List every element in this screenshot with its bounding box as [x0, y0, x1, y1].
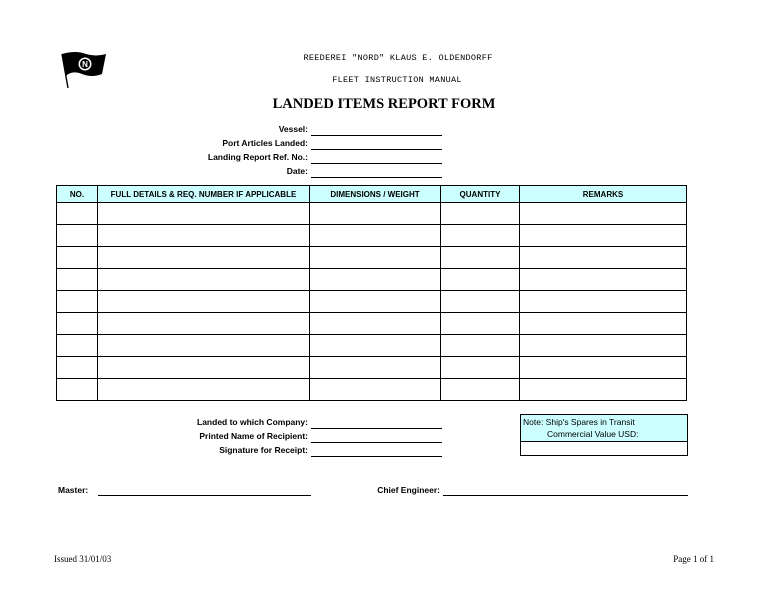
- commercial-value-field[interactable]: [520, 442, 688, 456]
- cell-quantity[interactable]: [441, 247, 520, 269]
- col-remarks: REMARKS: [520, 186, 687, 203]
- signature-label: Signature for Receipt:: [219, 445, 308, 455]
- landed-company-label: Landed to which Company:: [197, 417, 308, 427]
- date-label: Date:: [286, 166, 308, 176]
- cell-remarks[interactable]: [520, 379, 687, 401]
- table-row: [57, 203, 687, 225]
- table-row: [57, 269, 687, 291]
- cell-no[interactable]: [57, 247, 98, 269]
- landed-company-field[interactable]: [311, 428, 442, 429]
- col-dimensions-weight: DIMENSIONS / WEIGHT: [310, 186, 441, 203]
- col-quantity: QUANTITY: [441, 186, 520, 203]
- company-name: REEDEREI "NORD" KLAUS E. OLDENDORFF: [303, 53, 493, 63]
- cell-dimensions-weight[interactable]: [310, 335, 441, 357]
- cell-no[interactable]: [57, 357, 98, 379]
- issued-date: Issued 31/01/03: [54, 554, 112, 564]
- printed-name-label: Printed Name of Recipient:: [199, 431, 308, 441]
- table-row: [57, 225, 687, 247]
- port-articles-label: Port Articles Landed:: [222, 138, 308, 148]
- landing-ref-field[interactable]: [311, 163, 442, 164]
- cell-no[interactable]: [57, 203, 98, 225]
- port-articles-field[interactable]: [311, 149, 442, 150]
- cell-quantity[interactable]: [441, 313, 520, 335]
- landed-items-table: [56, 185, 687, 401]
- cell-dimensions-weight[interactable]: [310, 203, 441, 225]
- cell-dimensions-weight[interactable]: [310, 269, 441, 291]
- cell-dimensions-weight[interactable]: [310, 379, 441, 401]
- col-no: NO.: [57, 186, 98, 203]
- cell-dimensions-weight[interactable]: [310, 247, 441, 269]
- cell-full-details[interactable]: [98, 379, 310, 401]
- cell-remarks[interactable]: [520, 357, 687, 379]
- cell-remarks[interactable]: [520, 291, 687, 313]
- vessel-field[interactable]: [311, 135, 442, 136]
- cell-quantity[interactable]: [441, 291, 520, 313]
- col-full-details: FULL DETAILS & REQ. NUMBER IF APPLICABLE: [98, 186, 310, 203]
- cell-full-details[interactable]: [98, 335, 310, 357]
- note-line-1: Note: Ship's Spares in Transit: [523, 417, 635, 427]
- vessel-label: Vessel:: [278, 124, 308, 134]
- cell-no[interactable]: [57, 269, 98, 291]
- cell-full-details[interactable]: [98, 357, 310, 379]
- date-field[interactable]: [311, 177, 442, 178]
- cell-remarks[interactable]: [520, 225, 687, 247]
- cell-dimensions-weight[interactable]: [310, 225, 441, 247]
- cell-no[interactable]: [57, 335, 98, 357]
- page-number: Page 1 of 1: [673, 554, 714, 564]
- cell-quantity[interactable]: [441, 357, 520, 379]
- table-row: [57, 357, 687, 379]
- cell-full-details[interactable]: [98, 269, 310, 291]
- cell-full-details[interactable]: [98, 247, 310, 269]
- chief-engineer-label: Chief Engineer:: [377, 485, 440, 495]
- cell-remarks[interactable]: [520, 269, 687, 291]
- cell-dimensions-weight[interactable]: [310, 313, 441, 335]
- page-title: LANDED ITEMS REPORT FORM: [272, 96, 496, 112]
- chief-engineer-signature-field[interactable]: [443, 495, 688, 496]
- logo-letter: N: [82, 60, 88, 69]
- table-row: [57, 379, 687, 401]
- landing-ref-label: Landing Report Ref. No.:: [207, 152, 308, 162]
- cell-quantity[interactable]: [441, 335, 520, 357]
- cell-no[interactable]: [57, 291, 98, 313]
- table-row: [57, 291, 687, 313]
- note-line-2: Commercial Value USD:: [547, 429, 639, 439]
- cell-dimensions-weight[interactable]: [310, 357, 441, 379]
- cell-remarks[interactable]: [520, 313, 687, 335]
- printed-name-field[interactable]: [311, 442, 442, 443]
- cell-remarks[interactable]: [520, 247, 687, 269]
- cell-quantity[interactable]: [441, 379, 520, 401]
- table-header-row: [57, 186, 687, 203]
- cell-full-details[interactable]: [98, 225, 310, 247]
- cell-quantity[interactable]: [441, 269, 520, 291]
- table-row: [57, 247, 687, 269]
- cell-no[interactable]: [57, 313, 98, 335]
- note-box: [520, 414, 688, 442]
- table-row: [57, 313, 687, 335]
- cell-quantity[interactable]: [441, 203, 520, 225]
- table-row: [57, 335, 687, 357]
- cell-quantity[interactable]: [441, 225, 520, 247]
- cell-dimensions-weight[interactable]: [310, 291, 441, 313]
- cell-full-details[interactable]: [98, 203, 310, 225]
- cell-full-details[interactable]: [98, 291, 310, 313]
- cell-full-details[interactable]: [98, 313, 310, 335]
- cell-no[interactable]: [57, 379, 98, 401]
- master-label: Master:: [58, 485, 89, 495]
- cell-remarks[interactable]: [520, 335, 687, 357]
- cell-remarks[interactable]: [520, 203, 687, 225]
- master-signature-field[interactable]: [98, 495, 311, 496]
- signature-field[interactable]: [311, 456, 442, 457]
- cell-no[interactable]: [57, 225, 98, 247]
- manual-name: FLEET INSTRUCTION MANUAL: [332, 75, 462, 85]
